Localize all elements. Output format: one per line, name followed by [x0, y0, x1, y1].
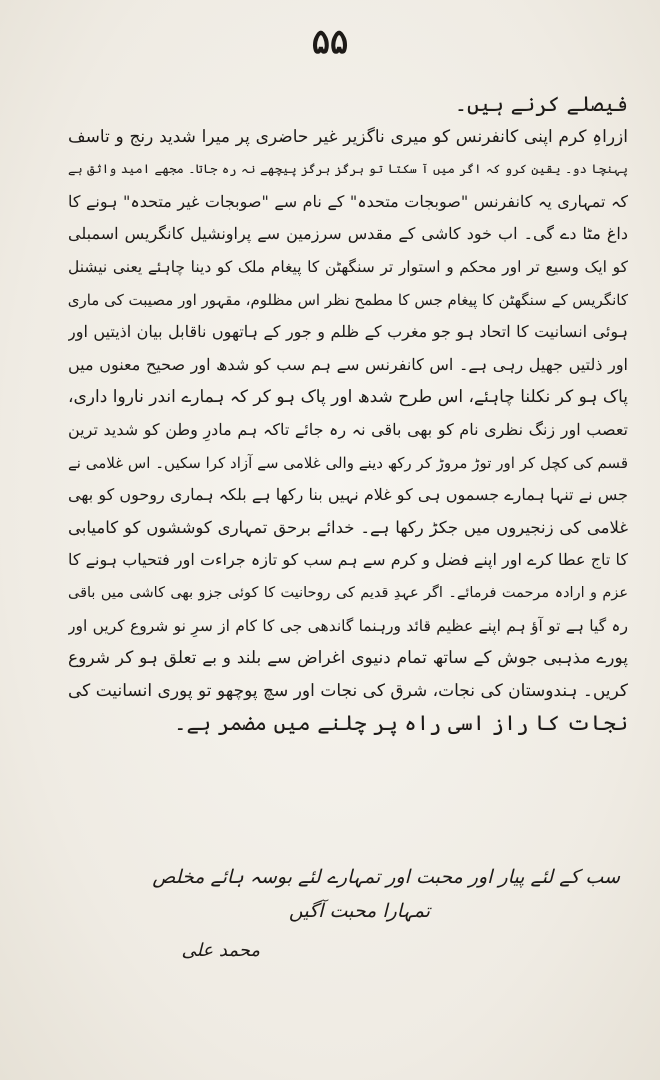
page-number: ۵۵ — [311, 22, 349, 62]
text-line: قسم کی کچل کر اور توڑ مروڑ کر رکھ دینے والی غلامی سے آزاد کرا سکیں۔ اس غلامی نے — [68, 453, 628, 472]
closing-greeting: سب کے لئے پیار اور محبت اور تمہارے لئے بوسہ ہائے مخلص — [152, 866, 620, 888]
text-line: تعصب اور زنگ نظری نام کو بھی باقی نہ رہ جائے تاکہ ہم مادرِ وطن کو شدید ترین — [68, 419, 628, 439]
text-line: پاک ہو کر نکلنا چاہئے، اس طرح شدھ اور پاک ہو کر کہ ہمارے اندر ناروا داری، — [68, 387, 628, 408]
text-line: ہوئی انسانیت کا اتحاد ہو جو مغرب کے ظلم و جور کے ہاتھوں ناقابل بیان اذیتیں اور — [68, 322, 628, 342]
text-line: پورے مذہبی جوش کے ساتھ تمام دنیوی اغراض سے بلند و بے تعلق ہو کر شروع — [68, 648, 628, 669]
text-line: کا تاج عطا کرے اور اپنے فضل و کرم سے ہم سب کو تازہ جراءت اور فتحیاب ہونے کا — [68, 550, 628, 570]
text-line: جس نے تنہا ہمارے جسموں ہی کو غلام نہیں بنا رکھا ہے بلکہ ہماری روحوں کو بھی — [68, 485, 628, 505]
letter-body — [68, 88, 628, 740]
text-line: عزم و ارادہ مرحمت فرمائے۔ اگر عہدِ قدیم کی روحانیت کا کوئی جزو بھی کاشی میں باقی — [68, 584, 628, 601]
text-line: داغ مٹا دے گی۔ اب خود کاشی کے مقدس سرزمین سے پراونشیل کانگریس اسمبلی — [68, 224, 628, 244]
text-line: کو ایک وسیع تر اور محکم و استوار تر سنگھٹن کا پیغام ملک کو دینا چاہئے یعنی نیشنل — [68, 257, 628, 276]
text-line: ازراہِ کرم اپنی کانفرنس کو میری ناگزیر غیر حاضری پر میرا شدید رنج و تاسف — [68, 126, 628, 147]
closing-valediction: تمہارا محبت آگیں — [288, 900, 430, 922]
text-line: کہ تمہاری یہ کانفرنس "صوبجات متحدہ" کے نام سے "صوبجات غیر متحدہ" ہونے کا — [68, 191, 628, 211]
text-line: کانگریس کے سنگھٹن کا پیغام جس کا مطمح نظر اس مظلوم، مقہور اور مصیبت کی ماری — [68, 290, 628, 309]
text-line: پہنچا دو۔ یقین کرو کہ اگر میں آ سکتا تو ہرگز ہرگز پیچھے نہ رہ جاتا۔ مجھے امید واثق ہے — [68, 161, 628, 177]
text-line: فیصلے کرنے ہیں۔ — [454, 92, 628, 116]
text-line: اور ذلتیں جھیل رہی ہے۔ اس کانفرنس سے ہم سب کو شدھ اور صحیح معنوں میں — [68, 354, 628, 374]
text-line: نجات کا راز اسی راہ پر چلنے میں مضمر ہے۔ — [174, 711, 628, 736]
text-line: غلامی کی زنجیروں میں جکڑ رکھا ہے۔ خدائے برحق تمہاری کوششوں کو کامیابی — [68, 517, 628, 537]
text-line: کریں۔ ہندوستان کی نجات، شرق کی نجات اور سچ پوچھو تو پوری انسانیت کی — [68, 680, 628, 701]
text-line: رہ گیا ہے تو آؤ ہم اپنے عظیم قائد ورہنما گاندھی جی کا کام از سرِ نو شروع کریں اور — [68, 616, 628, 635]
signature: محمد علی — [181, 940, 260, 961]
